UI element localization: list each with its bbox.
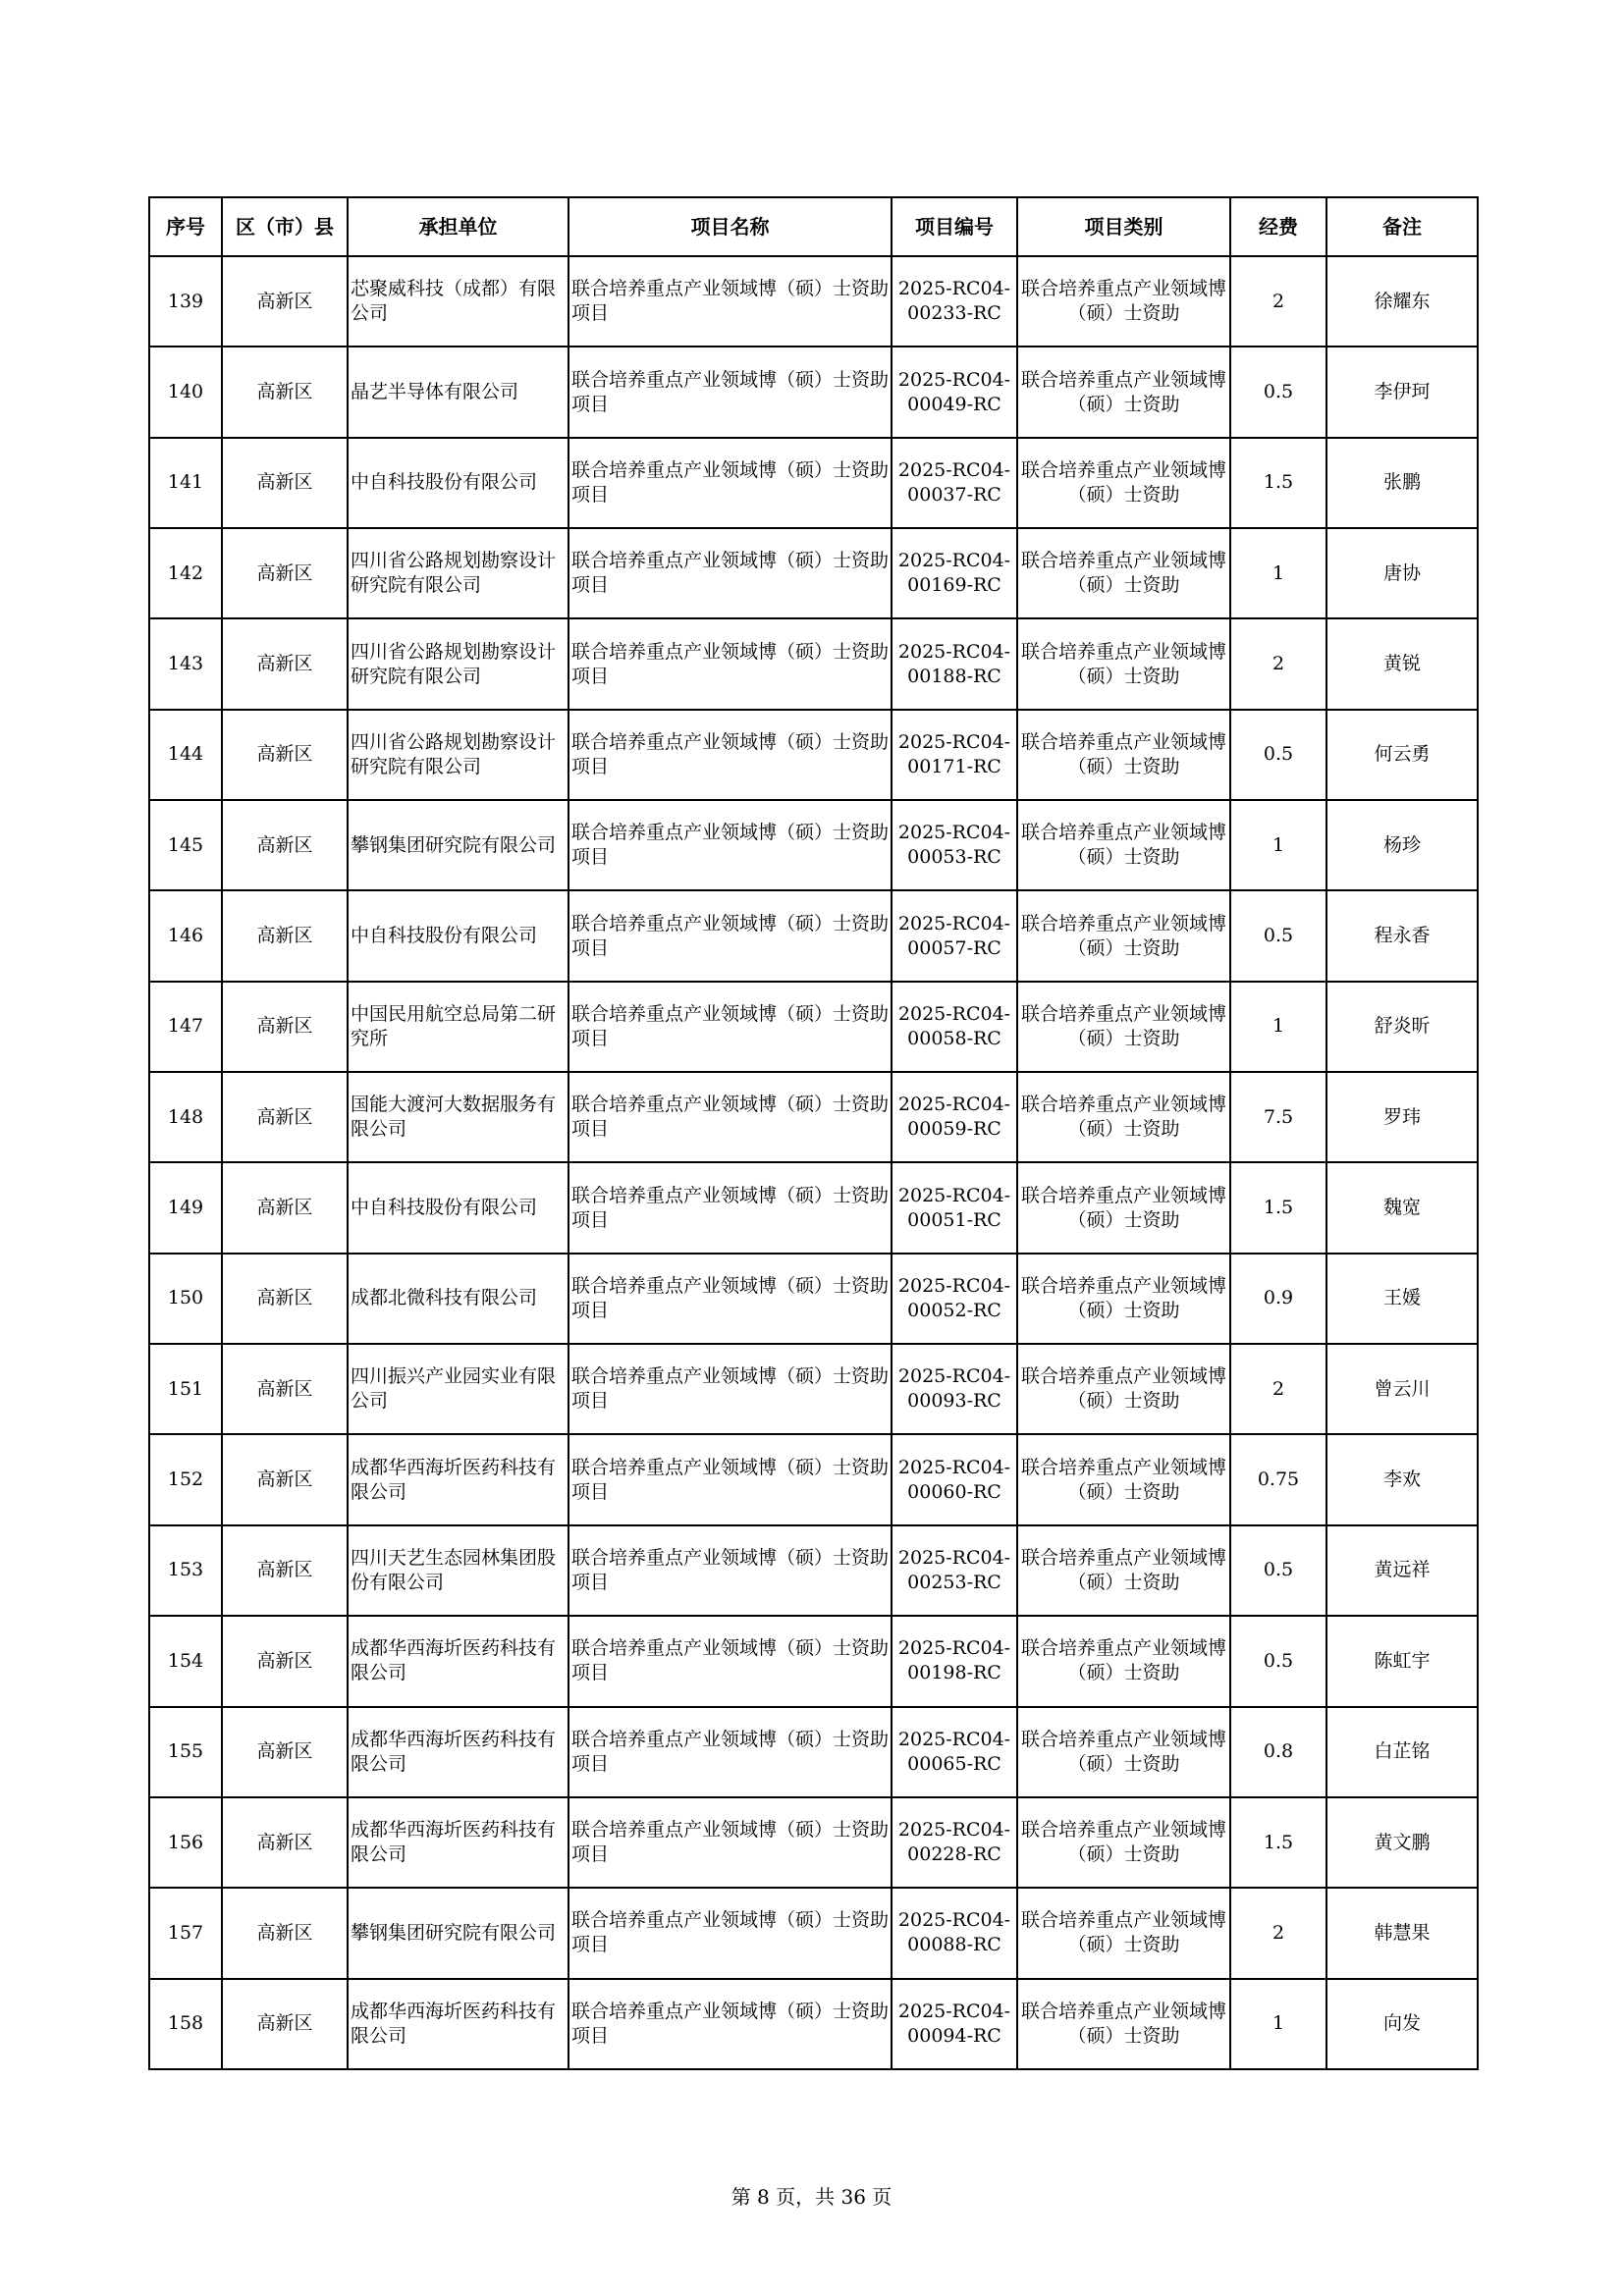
table-row [149,618,1478,709]
cell-category: 联合培养重点产业领域博（硕）士资助 [1017,1797,1230,1888]
cell-unit: 成都华西海圻医药科技有限公司 [348,1616,568,1706]
page-number: 第 8 页，共 36 页 [730,2185,893,2209]
cell-district: 高新区 [222,1616,348,1706]
cell-district: 高新区 [222,1254,348,1344]
cell-category: 联合培养重点产业领域博（硕）士资助 [1017,1162,1230,1253]
cell-no: 144 [149,710,222,800]
cell-fund: 2 [1230,1888,1326,1978]
cell-note: 白芷铭 [1326,1707,1478,1797]
cell-code: 2025-RC04-00058-RC [892,982,1017,1072]
table-row [149,1525,1478,1616]
table-row [149,1072,1478,1162]
cell-project: 联合培养重点产业领域博（硕）士资助项目 [568,890,892,981]
header-unit: 承担单位 [348,197,568,256]
cell-category: 联合培养重点产业领域博（硕）士资助 [1017,1072,1230,1162]
cell-project: 联合培养重点产业领域博（硕）士资助项目 [568,1254,892,1344]
cell-no: 151 [149,1344,222,1434]
table-row [149,1344,1478,1434]
cell-district: 高新区 [222,1525,348,1616]
table-row [149,1979,1478,2069]
cell-fund: 0.5 [1230,347,1326,437]
cell-fund: 2 [1230,618,1326,709]
cell-fund: 1 [1230,528,1326,618]
cell-category: 联合培养重点产业领域博（硕）士资助 [1017,1979,1230,2069]
cell-project: 联合培养重点产业领域博（硕）士资助项目 [568,347,892,437]
cell-project: 联合培养重点产业领域博（硕）士资助项目 [568,982,892,1072]
cell-fund: 0.5 [1230,890,1326,981]
cell-note: 舒炎昕 [1326,982,1478,1072]
cell-note: 张鹏 [1326,438,1478,528]
cell-no: 152 [149,1434,222,1524]
funding-table [148,196,1479,2070]
cell-district: 高新区 [222,1072,348,1162]
cell-code: 2025-RC04-00052-RC [892,1254,1017,1344]
cell-district: 高新区 [222,982,348,1072]
header-code: 项目编号 [892,197,1017,256]
cell-district: 高新区 [222,1979,348,2069]
cell-unit: 国能大渡河大数据服务有限公司 [348,1072,568,1162]
cell-district: 高新区 [222,618,348,709]
cell-no: 149 [149,1162,222,1253]
cell-project: 联合培养重点产业领域博（硕）士资助项目 [568,528,892,618]
cell-note: 魏宽 [1326,1162,1478,1253]
cell-district: 高新区 [222,347,348,437]
table-row [149,256,1478,347]
cell-fund: 1 [1230,982,1326,1072]
cell-district: 高新区 [222,800,348,890]
cell-unit: 四川省公路规划勘察设计研究院有限公司 [348,618,568,709]
cell-no: 146 [149,890,222,981]
cell-no: 158 [149,1979,222,2069]
table-row [149,800,1478,890]
header-fund: 经费 [1230,197,1326,256]
header-no: 序号 [149,197,222,256]
cell-code: 2025-RC04-00228-RC [892,1797,1017,1888]
table-row [149,438,1478,528]
cell-district: 高新区 [222,890,348,981]
cell-code: 2025-RC04-00188-RC [892,618,1017,709]
cell-unit: 晶艺半导体有限公司 [348,347,568,437]
cell-note: 罗玮 [1326,1072,1478,1162]
cell-note: 何云勇 [1326,710,1478,800]
cell-unit: 攀钢集团研究院有限公司 [348,1888,568,1978]
table-header-row [149,197,1478,256]
cell-code: 2025-RC04-00088-RC [892,1888,1017,1978]
cell-unit: 四川天艺生态园林集团股份有限公司 [348,1525,568,1616]
cell-no: 147 [149,982,222,1072]
cell-code: 2025-RC04-00094-RC [892,1979,1017,2069]
cell-no: 155 [149,1707,222,1797]
cell-note: 黄锐 [1326,618,1478,709]
funding-table-container [148,196,1477,2070]
table-row [149,528,1478,618]
cell-no: 142 [149,528,222,618]
cell-category: 联合培养重点产业领域博（硕）士资助 [1017,1616,1230,1706]
cell-category: 联合培养重点产业领域博（硕）士资助 [1017,1254,1230,1344]
cell-unit: 中国民用航空总局第二研究所 [348,982,568,1072]
table-row [149,1434,1478,1524]
cell-fund: 0.5 [1230,710,1326,800]
table-row [149,1254,1478,1344]
cell-category: 联合培养重点产业领域博（硕）士资助 [1017,1434,1230,1524]
table-row [149,1797,1478,1888]
cell-district: 高新区 [222,528,348,618]
cell-note: 程永香 [1326,890,1478,981]
cell-code: 2025-RC04-00065-RC [892,1707,1017,1797]
cell-fund: 0.75 [1230,1434,1326,1524]
cell-no: 154 [149,1616,222,1706]
cell-category: 联合培养重点产业领域博（硕）士资助 [1017,347,1230,437]
cell-code: 2025-RC04-00059-RC [892,1072,1017,1162]
cell-unit: 四川省公路规划勘察设计研究院有限公司 [348,710,568,800]
cell-code: 2025-RC04-00060-RC [892,1434,1017,1524]
cell-fund: 7.5 [1230,1072,1326,1162]
cell-district: 高新区 [222,1434,348,1524]
cell-unit: 成都北微科技有限公司 [348,1254,568,1344]
cell-category: 联合培养重点产业领域博（硕）士资助 [1017,710,1230,800]
cell-fund: 0.5 [1230,1525,1326,1616]
cell-fund: 0.5 [1230,1616,1326,1706]
cell-category: 联合培养重点产业领域博（硕）士资助 [1017,982,1230,1072]
cell-project: 联合培养重点产业领域博（硕）士资助项目 [568,710,892,800]
cell-district: 高新区 [222,1797,348,1888]
cell-no: 143 [149,618,222,709]
cell-project: 联合培养重点产业领域博（硕）士资助项目 [568,1616,892,1706]
cell-code: 2025-RC04-00093-RC [892,1344,1017,1434]
cell-project: 联合培养重点产业领域博（硕）士资助项目 [568,1344,892,1434]
cell-note: 王媛 [1326,1254,1478,1344]
cell-unit: 中自科技股份有限公司 [348,438,568,528]
header-district: 区（市）县 [222,197,348,256]
cell-district: 高新区 [222,438,348,528]
cell-note: 黄远祥 [1326,1525,1478,1616]
cell-note: 曾云川 [1326,1344,1478,1434]
cell-category: 联合培养重点产业领域博（硕）士资助 [1017,618,1230,709]
cell-category: 联合培养重点产业领域博（硕）士资助 [1017,528,1230,618]
cell-fund: 2 [1230,1344,1326,1434]
cell-project: 联合培养重点产业领域博（硕）士资助项目 [568,1072,892,1162]
table-row [149,710,1478,800]
cell-project: 联合培养重点产业领域博（硕）士资助项目 [568,1888,892,1978]
cell-note: 李欢 [1326,1434,1478,1524]
cell-code: 2025-RC04-00169-RC [892,528,1017,618]
cell-note: 徐耀东 [1326,256,1478,347]
cell-project: 联合培养重点产业领域博（硕）士资助项目 [568,1707,892,1797]
header-project: 项目名称 [568,197,892,256]
cell-note: 黄文鹏 [1326,1797,1478,1888]
cell-category: 联合培养重点产业领域博（硕）士资助 [1017,1344,1230,1434]
cell-district: 高新区 [222,256,348,347]
cell-no: 145 [149,800,222,890]
cell-district: 高新区 [222,1344,348,1434]
cell-no: 156 [149,1797,222,1888]
cell-unit: 中自科技股份有限公司 [348,890,568,981]
cell-fund: 0.8 [1230,1707,1326,1797]
cell-note: 杨珍 [1326,800,1478,890]
table-row [149,890,1478,981]
cell-district: 高新区 [222,1162,348,1253]
cell-fund: 1 [1230,1979,1326,2069]
cell-unit: 成都华西海圻医药科技有限公司 [348,1979,568,2069]
cell-category: 联合培养重点产业领域博（硕）士资助 [1017,1707,1230,1797]
cell-unit: 中自科技股份有限公司 [348,1162,568,1253]
table-row [149,1888,1478,1978]
table-row [149,1616,1478,1706]
cell-unit: 成都华西海圻医药科技有限公司 [348,1707,568,1797]
cell-fund: 1.5 [1230,1162,1326,1253]
cell-code: 2025-RC04-00057-RC [892,890,1017,981]
cell-project: 联合培养重点产业领域博（硕）士资助项目 [568,256,892,347]
cell-code: 2025-RC04-00049-RC [892,347,1017,437]
cell-unit: 攀钢集团研究院有限公司 [348,800,568,890]
cell-category: 联合培养重点产业领域博（硕）士资助 [1017,890,1230,981]
cell-no: 141 [149,438,222,528]
cell-project: 联合培养重点产业领域博（硕）士资助项目 [568,438,892,528]
cell-note: 唐协 [1326,528,1478,618]
cell-fund: 1.5 [1230,438,1326,528]
cell-code: 2025-RC04-00233-RC [892,256,1017,347]
table-row [149,1162,1478,1253]
cell-unit: 四川省公路规划勘察设计研究院有限公司 [348,528,568,618]
cell-unit: 芯聚威科技（成都）有限公司 [348,256,568,347]
cell-code: 2025-RC04-00037-RC [892,438,1017,528]
cell-no: 153 [149,1525,222,1616]
table-row [149,1707,1478,1797]
cell-fund: 1 [1230,800,1326,890]
cell-no: 140 [149,347,222,437]
cell-no: 157 [149,1888,222,1978]
cell-no: 139 [149,256,222,347]
cell-code: 2025-RC04-00253-RC [892,1525,1017,1616]
table-body [149,256,1478,2069]
header-note: 备注 [1326,197,1478,256]
header-category: 项目类别 [1017,197,1230,256]
cell-fund: 1.5 [1230,1797,1326,1888]
cell-note: 陈虹宇 [1326,1616,1478,1706]
cell-project: 联合培养重点产业领域博（硕）士资助项目 [568,1979,892,2069]
cell-note: 向发 [1326,1979,1478,2069]
cell-code: 2025-RC04-00053-RC [892,800,1017,890]
cell-no: 148 [149,1072,222,1162]
cell-code: 2025-RC04-00171-RC [892,710,1017,800]
cell-project: 联合培养重点产业领域博（硕）士资助项目 [568,618,892,709]
table-row [149,982,1478,1072]
cell-category: 联合培养重点产业领域博（硕）士资助 [1017,256,1230,347]
cell-project: 联合培养重点产业领域博（硕）士资助项目 [568,1797,892,1888]
cell-note: 韩慧果 [1326,1888,1478,1978]
cell-category: 联合培养重点产业领域博（硕）士资助 [1017,800,1230,890]
cell-code: 2025-RC04-00051-RC [892,1162,1017,1253]
cell-unit: 成都华西海圻医药科技有限公司 [348,1434,568,1524]
cell-fund: 0.9 [1230,1254,1326,1344]
cell-category: 联合培养重点产业领域博（硕）士资助 [1017,1888,1230,1978]
cell-district: 高新区 [222,1707,348,1797]
cell-note: 李伊珂 [1326,347,1478,437]
cell-district: 高新区 [222,1888,348,1978]
cell-unit: 成都华西海圻医药科技有限公司 [348,1797,568,1888]
cell-category: 联合培养重点产业领域博（硕）士资助 [1017,438,1230,528]
cell-district: 高新区 [222,710,348,800]
cell-code: 2025-RC04-00198-RC [892,1616,1017,1706]
cell-no: 150 [149,1254,222,1344]
cell-fund: 2 [1230,256,1326,347]
cell-project: 联合培养重点产业领域博（硕）士资助项目 [568,800,892,890]
cell-project: 联合培养重点产业领域博（硕）士资助项目 [568,1525,892,1616]
table-row [149,347,1478,437]
cell-project: 联合培养重点产业领域博（硕）士资助项目 [568,1162,892,1253]
cell-project: 联合培养重点产业领域博（硕）士资助项目 [568,1434,892,1524]
cell-unit: 四川振兴产业园实业有限公司 [348,1344,568,1434]
cell-category: 联合培养重点产业领域博（硕）士资助 [1017,1525,1230,1616]
